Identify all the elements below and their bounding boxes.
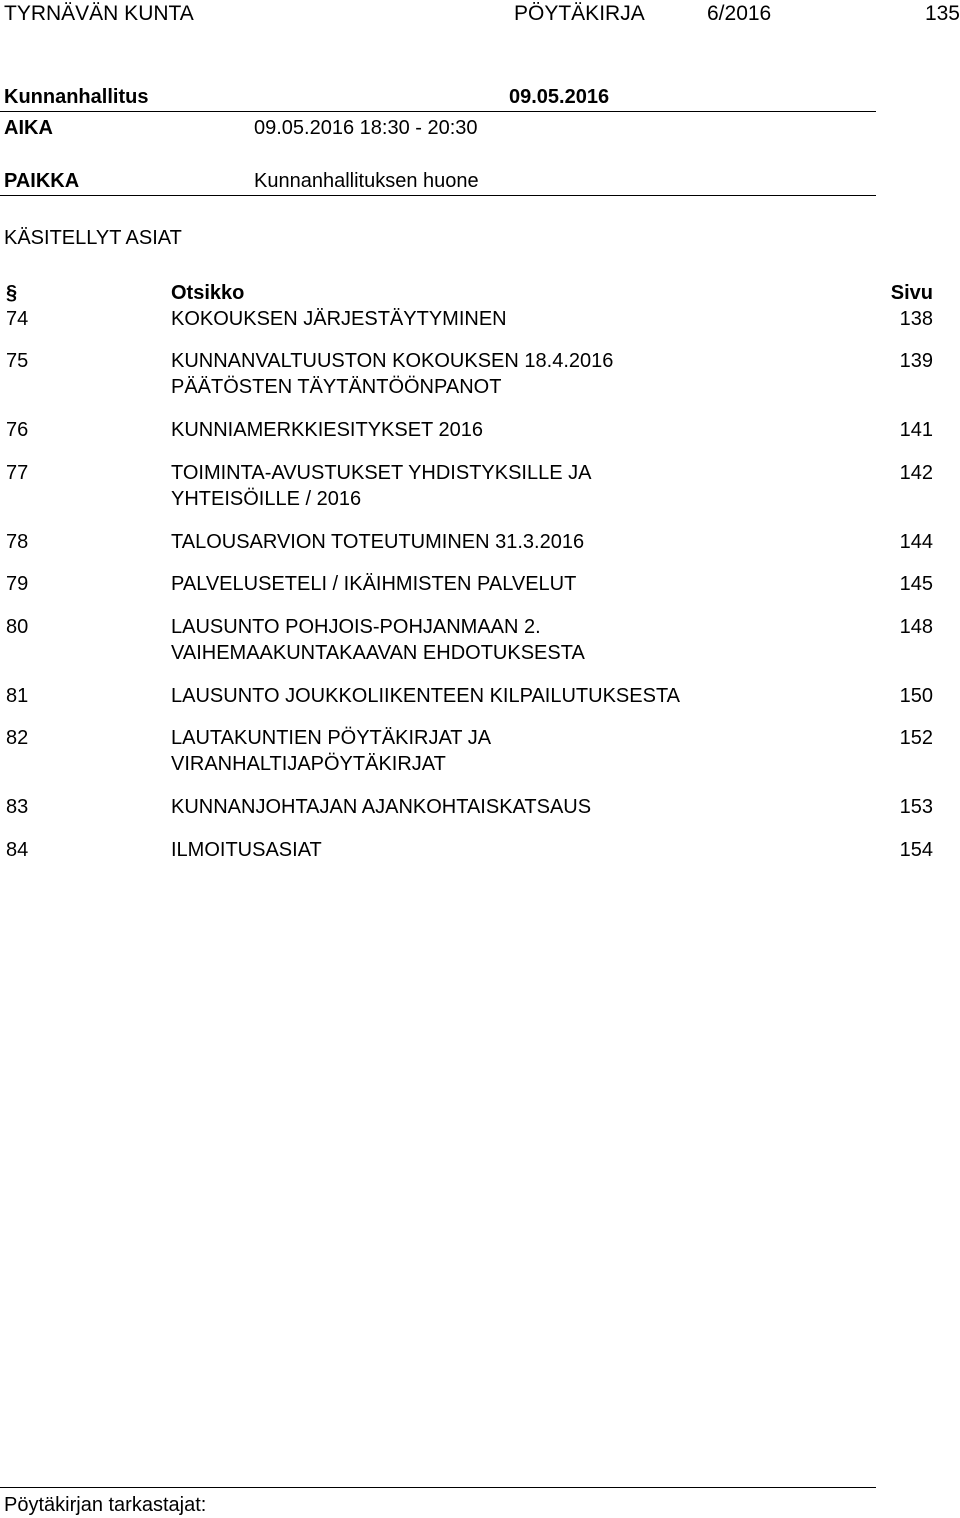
item-title: KUNNANJOHTAJAN AJANKOHTAISKATSAUS — [171, 796, 592, 818]
item-number: 82 — [6, 727, 29, 749]
item-page: 139 — [899, 350, 933, 372]
column-header-title: Otsikko — [171, 282, 245, 304]
item-number: 81 — [6, 685, 29, 707]
item-number: 84 — [6, 839, 29, 861]
column-header-symbol: § — [6, 282, 18, 304]
column-header-page: Sivu — [890, 282, 933, 304]
section-heading: KÄSITELLYT ASIAT — [4, 227, 182, 249]
place-value: Kunnanhallituksen huone — [254, 170, 479, 192]
document-type: PÖYTÄKIRJA — [514, 2, 645, 25]
item-title: ILMOITUSASIAT — [171, 839, 322, 861]
meeting-date: 09.05.2016 — [509, 86, 610, 108]
rule-after-body — [0, 111, 876, 112]
item-page: 138 — [899, 308, 933, 330]
item-title: LAUSUNTO JOUKKOLIIKENTEEN KILPAILUTUKSESTA — [171, 685, 681, 707]
item-number: 76 — [6, 419, 29, 441]
item-number: 79 — [6, 573, 29, 595]
place-label: PAIKKA — [4, 170, 80, 192]
time-label: AIKA — [4, 117, 53, 139]
document-number: 6/2016 — [707, 2, 772, 25]
item-page: 142 — [899, 462, 933, 484]
item-page: 141 — [899, 419, 933, 441]
item-number: 75 — [6, 350, 29, 372]
item-title: KOKOUKSEN JÄRJESTÄYTYMINEN — [171, 308, 507, 330]
item-page: 145 — [899, 573, 933, 595]
item-page: 152 — [899, 727, 933, 749]
municipality-name: TYRNÄVÄN KUNTA — [4, 2, 194, 25]
item-page: 153 — [899, 796, 933, 818]
item-title: TOIMINTA-AVUSTUKSET YHDISTYKSILLE JA YHTEISÖILLE / 2016 — [171, 462, 592, 510]
item-title: KUNNIAMERKKIESITYKSET 2016 — [171, 419, 483, 441]
item-number: 77 — [6, 462, 29, 484]
rule-after-place — [0, 195, 876, 196]
item-title: PALVELUSETELI / IKÄIHMISTEN PALVELUT — [171, 573, 577, 595]
item-number: 80 — [6, 616, 29, 638]
item-title: KUNNANVALTUUSTON KOKOUKSEN 18.4.2016 PÄÄTÖSTEN TÄYTÄNTÖÖNPANOT — [171, 350, 614, 398]
meeting-body: Kunnanhallitus — [4, 86, 149, 108]
item-page: 154 — [899, 839, 933, 861]
item-number: 78 — [6, 531, 29, 553]
item-title: LAUSUNTO POHJOIS-POHJANMAAN 2. VAIHEMAAKUNTAKAAVAN EHDOTUKSESTA — [171, 616, 585, 664]
item-number: 83 — [6, 796, 29, 818]
item-page: 144 — [899, 531, 933, 553]
item-page: 150 — [899, 685, 933, 707]
item-page: 148 — [899, 616, 933, 638]
item-number: 74 — [6, 308, 29, 330]
item-title: LAUTAKUNTIEN PÖYTÄKIRJAT JA VIRANHALTIJAPÖYTÄKIRJAT — [171, 727, 492, 775]
item-title: TALOUSARVION TOTEUTUMINEN 31.3.2016 — [171, 531, 585, 553]
time-value: 09.05.2016 18:30 - 20:30 — [254, 117, 478, 139]
reviewers-label: Pöytäkirjan tarkastajat: — [4, 1494, 207, 1516]
page-number: 135 — [924, 2, 960, 25]
footer-rule — [0, 1487, 876, 1488]
